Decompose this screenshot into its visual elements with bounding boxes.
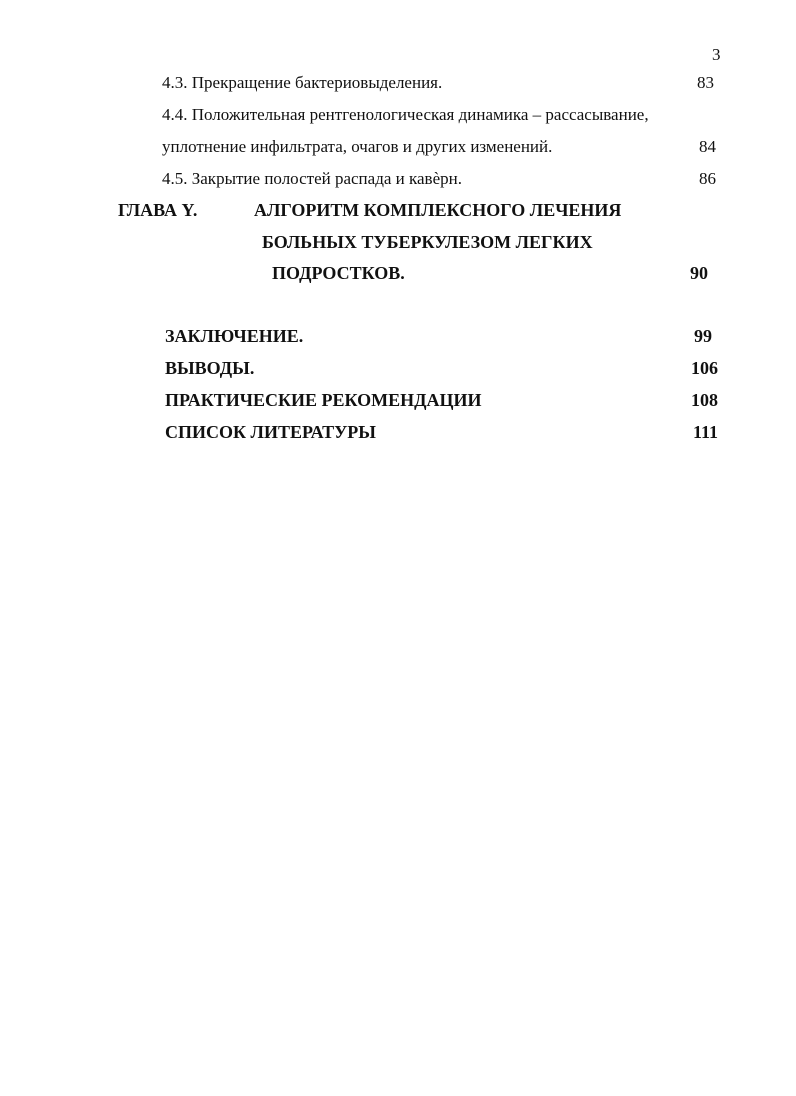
recommendations-entry: ПРАКТИЧЕСКИЕ РЕКОМЕНДАЦИИ — [165, 390, 482, 410]
page-number: 3 — [712, 45, 721, 64]
chapter-page: 90 — [690, 263, 708, 283]
chapter-title-line1: АЛГОРИТМ КОМПЛЕКСНОГО ЛЕЧЕНИЯ — [254, 200, 622, 220]
toc-page-4-5: 86 — [699, 169, 716, 188]
chapter-title-line2: БОЛЬНЫХ ТУБЕРКУЛЕЗОМ ЛЕГКИХ — [262, 232, 593, 252]
toc-entry-4-3: 4.3. Прекращение бактериовыделения. — [162, 73, 443, 92]
findings-entry: ВЫВОДЫ. — [165, 358, 255, 378]
chapter-label: ГЛАВА Y. — [118, 200, 198, 220]
toc-page-4-3: 83 — [697, 73, 714, 92]
conclusion-entry: ЗАКЛЮЧЕНИЕ. — [165, 326, 304, 346]
chapter-title-line3: ПОДРОСТКОВ. — [272, 263, 405, 283]
toc-entry-4-4-line2: уплотнение инфильтрата, очагов и других изменений. — [162, 137, 553, 156]
recommendations-page: 108 — [691, 390, 718, 410]
toc-entry-4-4-line1: 4.4. Положительная рентгенологическая динамика – рассасывание, — [162, 105, 649, 124]
toc-page-4-4: 84 — [699, 137, 716, 156]
findings-page: 106 — [691, 358, 718, 378]
references-page: 111 — [692, 422, 718, 442]
toc-entry-4-5: 4.5. Закрытие полостей распада и кавѐрн. — [162, 169, 462, 188]
conclusion-page: 99 — [694, 326, 712, 346]
references-entry: СПИСОК ЛИТЕРАТУРЫ — [165, 422, 376, 442]
